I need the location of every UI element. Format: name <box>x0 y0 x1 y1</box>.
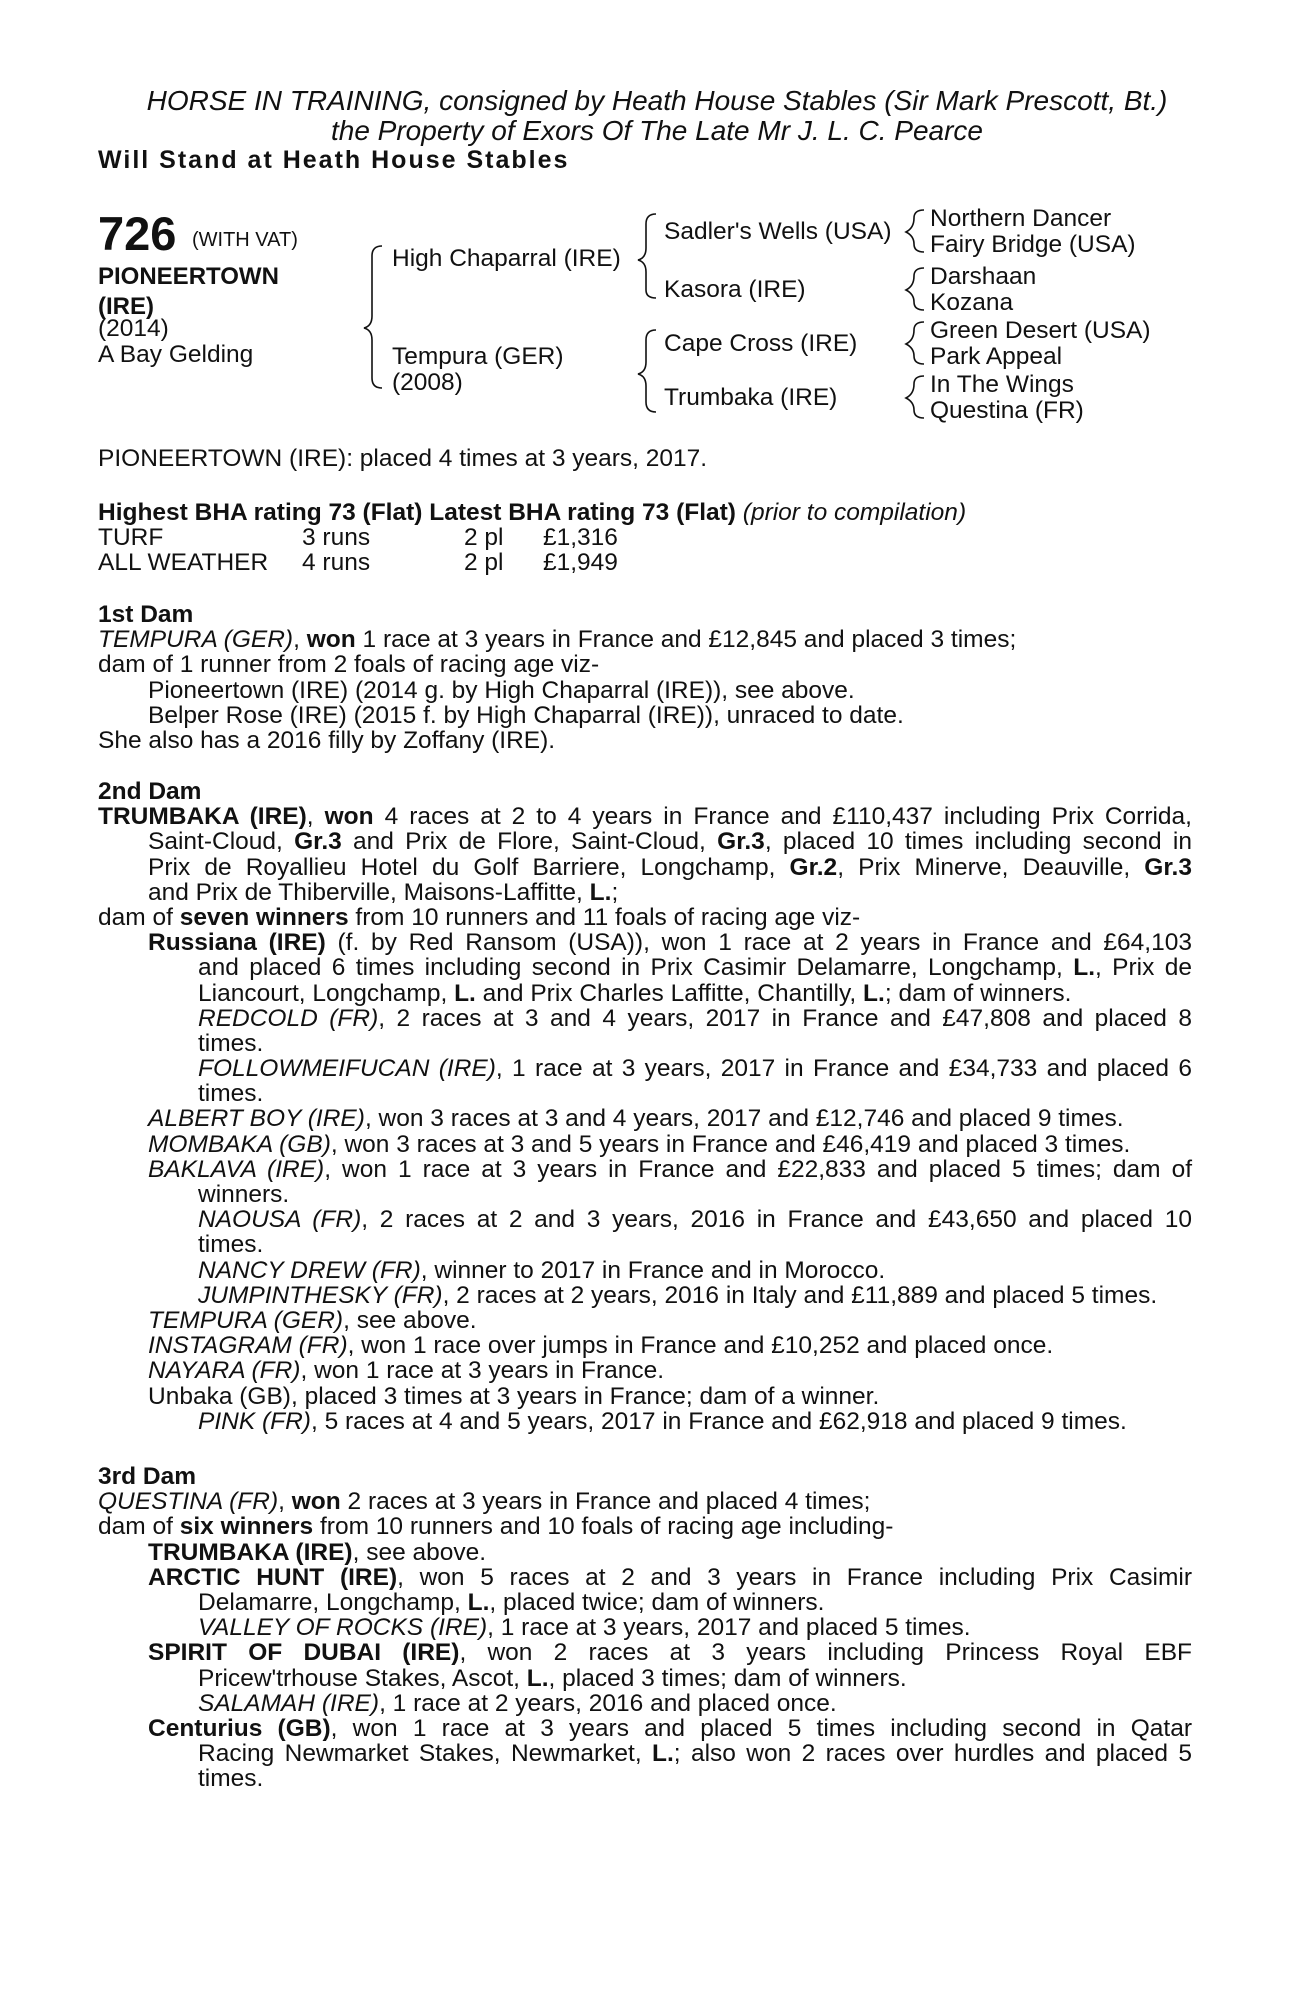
stats-surface: TURF <box>98 524 164 551</box>
produce-name: JUMPINTHESKY (FR) <box>198 1281 443 1309</box>
first-dam-section: 1st Dam TEMPURA (GER), won 1 race at 3 years in France and £12,845 and placed 3 times; dam of 1 runner from 2 foals of racing age viz- Pioneertown (IRE) (2014 g. by High Chaparral (IRE)), see above. Belper Rose (IRE) (2015 f. by High Chaparral (IRE)), unraced to date. She also has a 2016 filly by Zoffany (IRE). <box>98 602 1192 753</box>
won-text: won <box>306 626 356 654</box>
dam-name: TRUMBAKA (IRE) <box>98 803 307 831</box>
section-heading: 3rd Dam <box>98 1463 197 1490</box>
great-grandsire-1: Northern Dancer <box>930 205 1112 232</box>
produce-name: BAKLAVA (IRE) <box>148 1155 325 1183</box>
great-grandsire-3: Green Desert (USA) <box>930 317 1151 344</box>
produce-name: INSTAGRAM (FR) <box>148 1332 348 1360</box>
lot-number: 726 <box>98 207 177 260</box>
produce-name: Russiana (IRE) <box>148 929 326 957</box>
third-dam-section: 3rd Dam QUESTINA (FR), won 2 races at 3 years in France and placed 4 times; dam of six winners from 10 runners and 10 foals of racing age including- TRUMBAKA (IRE), see above. ARCTIC HUNT (IRE), won 5 races at 2 and 3 years in France including Prix Casimir Delamarre, Longchamp, L., placed twice; dam of winners. VALLEY OF ROCKS (IRE), 1 race at 3 years, 2017 and placed 5 times. SPIRIT OF DUBAI (IRE), won 2 races at 3 years including Princess Royal EBF Pricew'trhouse Stakes, Ascot, L., placed 3 times; dam of winners. SALAMAH (IRE), 1 race at 2 years, 2016 and placed once. Centurius (GB), won 1 race at 3 years and placed 5 times including second in Qatar Racing Newmarket Stakes, Newmarket, L.; also won 2 races over hurdles and placed 5 times. <box>98 1463 1193 1793</box>
foaling-year: (2014) <box>98 315 169 342</box>
produce-name: Centurius (GB) <box>148 1714 331 1742</box>
produce-entry: Belper Rose (IRE) (2015 f. by High Chaparral (IRE)), unraced to date. <box>148 701 904 729</box>
produce-name: MOMBAKA (GB) <box>148 1130 331 1158</box>
dam-name: TEMPURA (GER) <box>98 626 294 654</box>
section-heading: 2nd Dam <box>98 778 202 805</box>
sire: High Chaparral (IRE) <box>392 245 621 272</box>
dam-name: QUESTINA (FR) <box>98 1488 279 1516</box>
horse-description: A Bay Gelding <box>98 341 254 368</box>
produce-name: TRUMBAKA (IRE) <box>148 1538 353 1566</box>
horse-name-line1: PIONEERTOWN <box>98 263 279 290</box>
stats-earnings: £1,949 <box>543 549 618 576</box>
great-granddam-4: Questina (FR) <box>930 397 1084 424</box>
produce-name: FOLLOWMEIFUCAN (IRE) <box>198 1055 496 1083</box>
sire-dam: Kasora (IRE) <box>664 276 806 303</box>
produce-name: ARCTIC HUNT (IRE) <box>148 1563 398 1591</box>
produce-name: ALBERT BOY (IRE) <box>148 1105 365 1133</box>
vat-note: (WITH VAT) <box>192 229 298 251</box>
produce-name: NANCY DREW (FR) <box>198 1256 421 1284</box>
great-granddam-3: Park Appeal <box>930 343 1063 370</box>
produce-name: VALLEY OF ROCKS (IRE) <box>198 1614 488 1642</box>
sire-sire: Sadler's Wells (USA) <box>664 218 892 245</box>
dam-year: (2008) <box>392 369 463 396</box>
dam-dam: Trumbaka (IRE) <box>664 384 838 411</box>
produce-name: SPIRIT OF DUBAI (IRE) <box>148 1639 460 1667</box>
consignor-line: HORSE IN TRAINING, consigned by Heath House Stables (Sir Mark Prescott, Bt.) <box>146 85 1168 116</box>
great-grandsire-2: Darshaan <box>930 263 1037 290</box>
dam: Tempura (GER) <box>392 343 564 370</box>
pedigree-braces <box>0 0 1314 430</box>
will-stand-line: Will Stand at Heath House Stables <box>98 146 570 174</box>
dam-record: 1 race at 3 years in France and £12,845 and placed 3 times; <box>355 626 1017 654</box>
race-summary <box>98 446 1192 471</box>
stats-placed: 2 pl <box>464 549 504 576</box>
produce-name: NAOUSA (FR) <box>198 1206 362 1234</box>
stats-surface: ALL WEATHER <box>98 549 269 576</box>
produce-name: REDCOLD (FR) <box>198 1004 379 1032</box>
dam-sire: Cape Cross (IRE) <box>664 330 858 357</box>
produce-name: PINK (FR) <box>198 1407 311 1435</box>
produce-entry: Unbaka (GB), placed 3 times at 3 years in France; dam of a winner. <box>148 1382 880 1410</box>
great-granddam-2: Kozana <box>930 289 1014 316</box>
rating-note: (prior to compilation) <box>742 499 967 526</box>
great-grandsire-4: In The Wings <box>930 371 1074 398</box>
produce-summary: dam of 1 runner from 2 foals of racing age viz- <box>98 651 600 679</box>
stats-runs: 4 runs <box>302 549 371 576</box>
horse-name-line2: (IRE) <box>98 293 154 320</box>
summary-text: PIONEERTOWN (IRE): placed 4 times at 3 years, 2017. <box>98 445 708 472</box>
produce-name: SALAMAH (IRE) <box>198 1689 380 1717</box>
produce-name: NAYARA (FR) <box>148 1357 301 1385</box>
produce-name: TEMPURA (GER) <box>148 1306 344 1334</box>
stats-earnings: £1,316 <box>543 524 618 551</box>
stats-runs: 3 runs <box>302 524 371 551</box>
produce-entry: Pioneertown (IRE) (2014 g. by High Chaparral (IRE)), see above. <box>148 676 855 704</box>
stats-placed: 2 pl <box>464 524 504 551</box>
rating-line <box>98 500 1192 525</box>
second-dam-section: 2nd Dam TRUMBAKA (IRE), won 4 races at 2 to 4 years in France and £110,437 including Prix Corrida, Saint-Cloud, Gr.3 and Prix de Flore, Saint-Cloud, Gr.3, placed 10 times including second in Prix de Royallieu Hotel du Golf Barriere, Longchamp, Gr.2, Prix Minerve, Deauville, Gr.3 and Prix de Thiberville, Maisons-Laffitte, L.; dam of seven winners from 10 runners and 11 foals of racing age viz- Russiana (IRE) (f. by Red Ransom (USA)), won 1 race at 2 years in France and £64,103 and placed 6 times including second in Prix Casimir Delamarre, Longchamp, L., Prix de Liancourt, Longchamp, L. and Prix Charles Laffitte, Chantilly, L.; dam of winners. REDCOLD (FR), 2 races at 3 and 4 years, 2017 in France and £47,808 and placed 8 times. FOLLOWMEIFUCAN (IRE), 1 race at 3 years, 2017 in France and £34,733 and placed 6 times. ALBERT BOY (IRE), won 3 races at 3 and 4 years, 2017 and £12,746 and placed 9 times. MOMBAKA (GB), won 3 races at 3 and 5 years in France and £46,419 and placed 3 times. BAKLAVA (IRE), won 1 race at 3 years in France and £22,833 and placed 5 times; dam of winners. NAOUSA (FR), 2 races at 2 and 3 years, 2016 in France and £43,650 and placed 10 times. NANCY DREW (FR), winner to 2017 in France and in Morocco. JUMPINTHESKY (FR), 2 races at 2 years, 2016 in Italy and £11,889 and placed 5 times. TEMPURA (GER), see above. INSTAGRAM (FR), won 1 race over jumps in France and £10,252 and placed once. NAYARA (FR), won 1 race at 3 years in France. Unbaka (GB), placed 3 times at 3 years in France; dam of a winner. PINK (FR), 5 races at 4 and 5 years, 2017 in France and £62,918 and placed 9 times. <box>98 778 1193 1435</box>
bha-rating: Highest BHA rating 73 (Flat) Latest BHA rating 73 (Flat) <box>98 499 736 526</box>
property-line: the Property of Exors Of The Late Mr J. L. C. Pearce <box>330 115 984 146</box>
produce-note: She also has a 2016 filly by Zoffany (IRE). <box>98 726 556 754</box>
section-heading: 1st Dam <box>98 601 194 628</box>
great-granddam-1: Fairy Bridge (USA) <box>930 231 1136 258</box>
